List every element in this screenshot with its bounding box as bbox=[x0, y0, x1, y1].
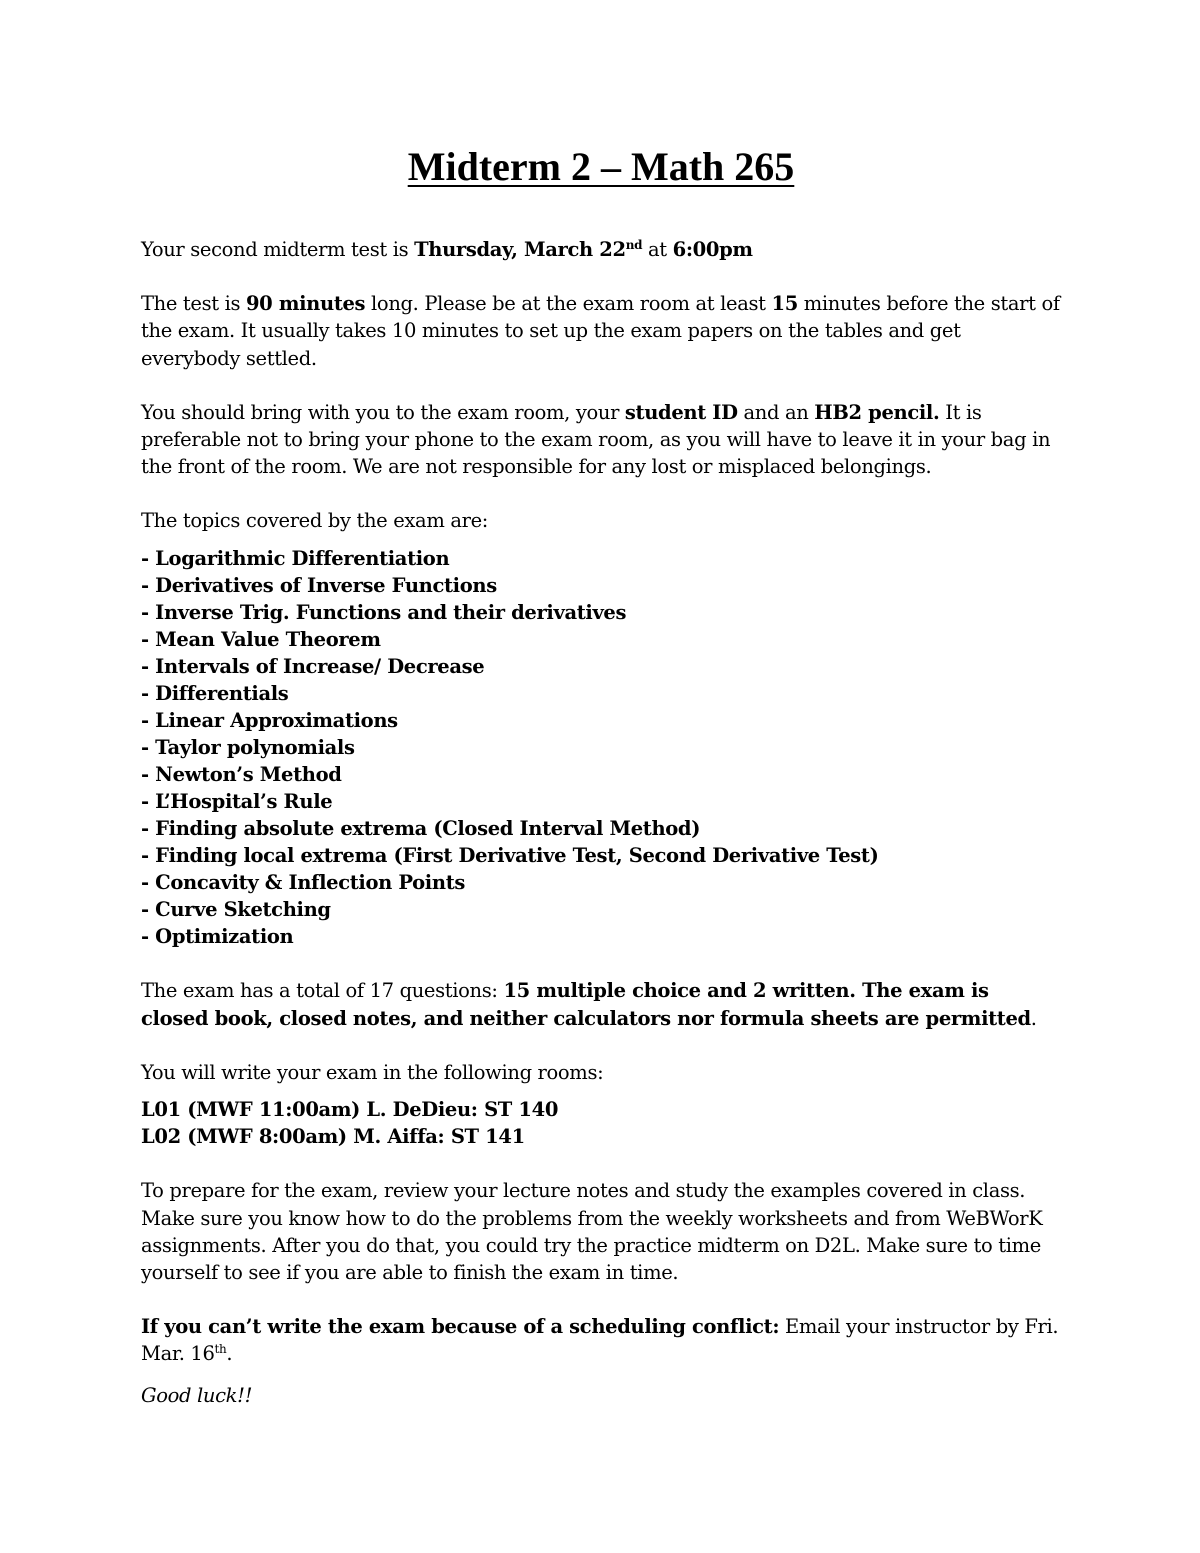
format-rules: 15 multiple choice and 2 written. The exam is closed book, closed notes, and neither calculators nor formula sheets are permitted bbox=[141, 979, 1031, 1030]
rooms-list bbox=[141, 1096, 1061, 1150]
topic-item: - Optimization bbox=[141, 925, 294, 949]
topic-item: - Finding local extrema (First Derivative Test, Second Derivative Test) bbox=[141, 844, 879, 868]
prepare-paragraph: To prepare for the exam, review your lecture notes and study the examples covered in class. Make sure you know how to do the problems from the weekly worksheets and from WeBWorK assignments. After you do that, you could try the practice midterm on D2L. Make sure to time yourself to see if you are able to finish the exam in time. bbox=[141, 1179, 1043, 1284]
topic-item: - Curve Sketching bbox=[141, 898, 331, 922]
topic-item: - L’Hospital’s Rule bbox=[141, 790, 333, 814]
exam-time: 6:00pm bbox=[672, 238, 753, 261]
page-title: Midterm 2 – Math 265 bbox=[407, 144, 795, 189]
topic-item: - Linear Approximations bbox=[141, 708, 398, 732]
conflict-date-suffix: th bbox=[214, 1342, 227, 1357]
exam-date-suffix: nd bbox=[625, 238, 643, 252]
topic-item: - Differentials bbox=[141, 681, 289, 705]
bring-paragraph: You should bring with you to the exam room, your student ID and an HB2 pencil. It is preferable not to bring your phone to the exam room, as you will have to leave it in your bag in the front of the room. We are not responsible for any lost or misplaced belongings. bbox=[141, 400, 1051, 479]
topic-item: - Concavity & Inflection Points bbox=[141, 871, 465, 895]
intro-pre: Your second midterm test is bbox=[141, 238, 415, 261]
topics-list bbox=[141, 545, 1061, 951]
room-item: L01 (MWF 11:00am) L. DeDieu: ST 140 bbox=[141, 1097, 559, 1121]
room-item: L02 (MWF 8:00am) M. Aiffa: ST 141 bbox=[141, 1125, 525, 1149]
document-page bbox=[141, 140, 1061, 1409]
conflict-heading: If you can’t write the exam because of a scheduling conflict: bbox=[141, 1315, 780, 1339]
student-id-text: student ID bbox=[624, 400, 738, 424]
topic-item: - Taylor polynomials bbox=[141, 735, 355, 759]
topics-intro: The topics covered by the exam are: bbox=[141, 509, 488, 533]
topic-item: - Finding absolute extrema (Closed Interval Method) bbox=[141, 817, 701, 841]
intro-paragraph bbox=[141, 236, 1061, 263]
arrive-early-minutes: 15 bbox=[771, 292, 798, 316]
topic-item: - Intervals of Increase/ Decrease bbox=[141, 654, 485, 678]
rooms-intro: You will write your exam in the following rooms: bbox=[141, 1060, 604, 1084]
topic-item: - Inverse Trig. Functions and their derivatives bbox=[141, 600, 627, 624]
topic-item: - Newton’s Method bbox=[141, 763, 342, 786]
topic-item: - Logarithmic Differentiation bbox=[141, 546, 450, 570]
question-total: 17 bbox=[369, 979, 394, 1003]
conflict-paragraph: If you can’t write the exam because of a scheduling conflict: Email your instructor by Fri. Mar. 16th. bbox=[141, 1315, 1059, 1366]
closing-text: Good luck!! bbox=[141, 1383, 253, 1407]
format-paragraph: The exam has a total of 17 questions: 15 multiple choice and 2 written. The exam is closed book, closed notes, and neither calculators nor formula sheets are permitted. bbox=[141, 979, 1037, 1030]
exam-date: Thursday, March 22 bbox=[414, 238, 626, 261]
topic-item: - Mean Value Theorem bbox=[141, 627, 381, 651]
duration-paragraph: The test is 90 minutes long. Please be at the exam room at least 15 minutes before the start of the exam. It usually takes 10 minutes to set up the exam papers on the tables and get everybody settled. bbox=[141, 292, 1060, 370]
topic-item: - Derivatives of Inverse Functions bbox=[141, 573, 497, 597]
intro-at: at bbox=[642, 238, 673, 261]
pencil-text: HB2 pencil. bbox=[814, 400, 940, 424]
exam-length: 90 minutes bbox=[245, 292, 366, 316]
